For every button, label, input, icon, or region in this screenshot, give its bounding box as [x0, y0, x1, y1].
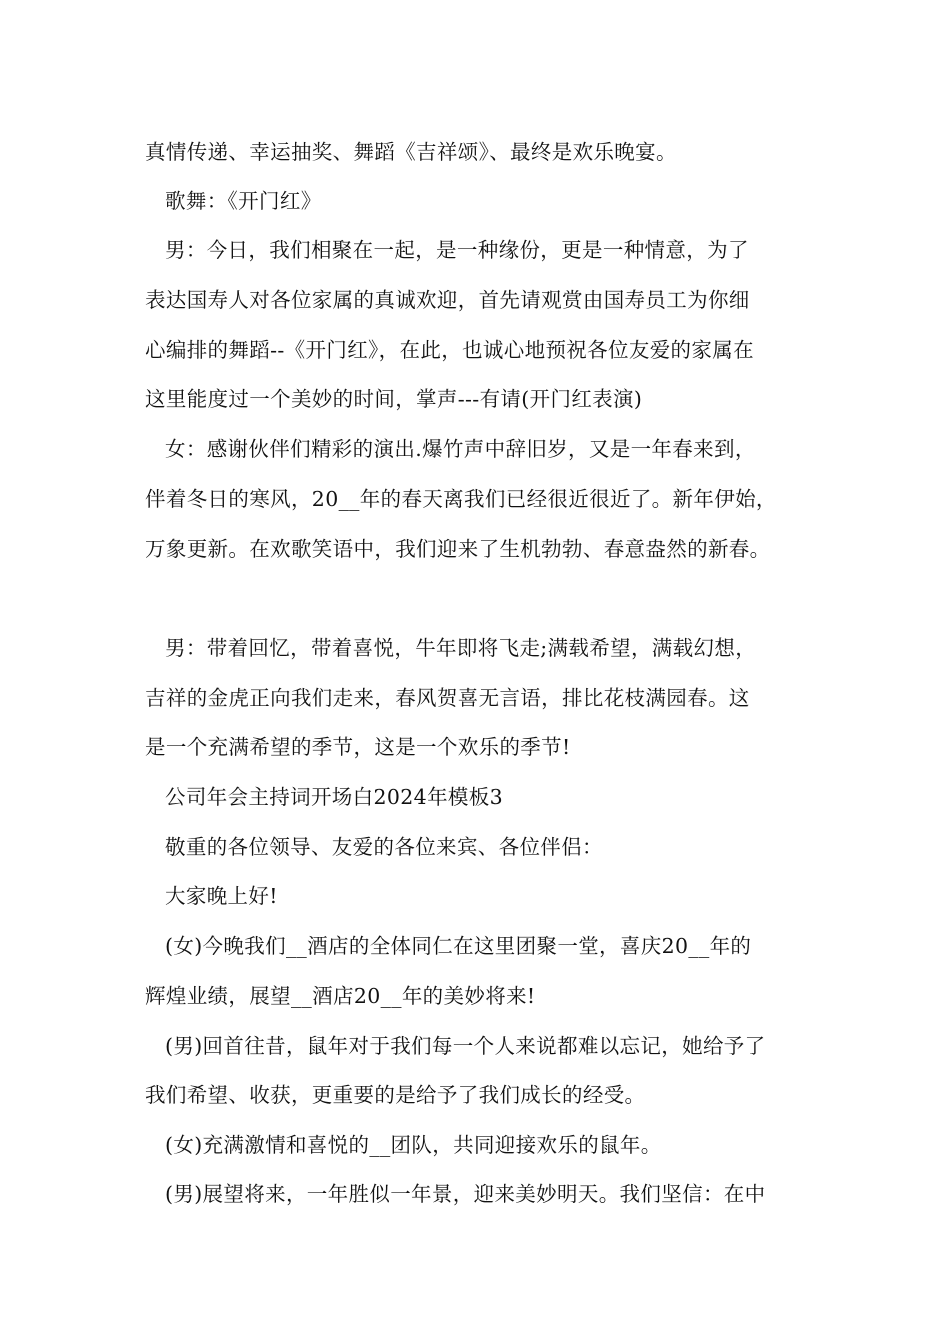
paragraph-line: (女)充满激情和喜悦的__团队，共同迎接欢乐的鼠年。	[165, 1133, 662, 1157]
paragraph-line: 吉祥的金虎正向我们走来，春风贺喜无言语，排比花枝满园春。这	[145, 686, 750, 710]
paragraph-line: 男：今日，我们相聚在一起，是一种缘份，更是一种情意，为了	[165, 238, 749, 262]
paragraph-line: 是一个充满希望的季节，这是一个欢乐的季节!	[145, 735, 571, 759]
paragraph-line: 这里能度过一个美妙的时间，掌声---有请(开门红表演)	[145, 387, 643, 411]
paragraph-line: 伴着冬日的寒风，20__年的春天离我们已经很近很近了。新年伊始，	[145, 487, 777, 511]
paragraph-line: 辉煌业绩，展望__酒店20__年的美妙将来!	[145, 984, 536, 1008]
section-heading: 公司年会主持词开场白2024年模板3	[165, 785, 504, 809]
paragraph-line: 男：带着回忆，带着喜悦，牛年即将飞走;满载希望，满载幻想，	[165, 636, 757, 660]
paragraph-line: 表达国寿人对各位家属的真诚欢迎，首先请观赏由国寿员工为你细	[145, 288, 750, 312]
paragraph-line: (男)展望将来，一年胜似一年景，迎来美妙明天。我们坚信：在中	[165, 1182, 766, 1206]
paragraph-line: (女)今晚我们__酒店的全体同仁在这里团聚一堂，喜庆20__年的	[165, 934, 752, 958]
paragraph-line: 女：感谢伙伴们精彩的演出.爆竹声中辞旧岁，又是一年春来到，	[165, 437, 756, 461]
paragraph-line: 我们希望、收获，更重要的是给予了我们成长的经受。	[145, 1083, 646, 1107]
paragraph-line: 万象更新。在欢歌笑语中，我们迎来了生机勃勃、春意盎然的新春。	[145, 537, 771, 561]
paragraph-line: 大家晚上好!	[165, 884, 278, 908]
paragraph-line: 心编排的舞蹈--《开门红》，在此，也诚心地预祝各位友爱的家属在	[145, 338, 754, 362]
paragraph-line: 真情传递、幸运抽奖、舞蹈《吉祥颂》、最终是欢乐晚宴。	[145, 140, 677, 164]
paragraph-line: (男)回首往昔，鼠年对于我们每一个人来说都难以忘记，她给予了	[165, 1034, 766, 1058]
paragraph-line: 敬重的各位领导、友爱的各位来宾、各位伴侣：	[165, 835, 603, 859]
paragraph-line: 歌舞：《开门红》	[165, 189, 322, 213]
